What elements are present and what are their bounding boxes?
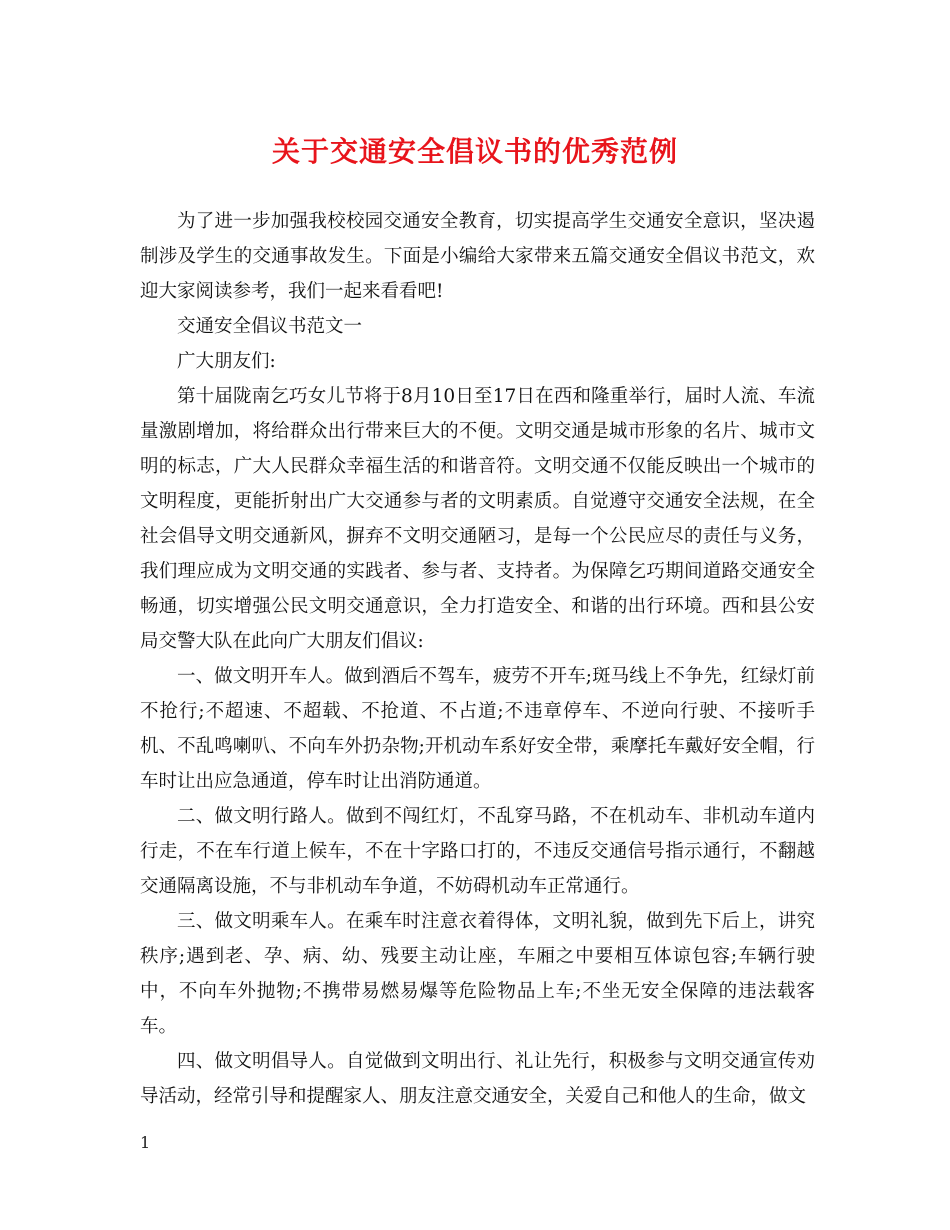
paragraph-main: 第十届陇南乞巧女儿节将于8月10日至17日在西和隆重举行，届时人流、车流量激剧增加，将给群众出行带来巨大的不便。文明交通是城市形象的名片、城市文明的标志，广大人民群众幸福生活的和谐音符。文明交通不仅能反映出一个城市的文明程度，更能折射出广大交通参与者的文明素质。自觉遵守交通安全法规，在全社会倡导文明交通新风，摒弃不文明交通陋习，是每一个公民应尽的责任与义务，我们理应成为文明交通的实践者、参与者、支持者。为保障乞巧期间道路交通安全畅通，切实增强公民文明交通意识，全力打造安全、和谐的出行环境。西和县公安局交警大队在此向广大朋友们倡议: <box>140 386 815 652</box>
page-number: 1 <box>140 1133 151 1152</box>
paragraph-item-3: 三、做文明乘车人。在乘车时注意衣着得体，文明礼貌，做到先下后上，讲究秩序;遇到老、孕、病、幼、残要主动让座，车厢之中要相互体谅包容;车辆行驶中，不向车外抛物;不携带易燃易爆等危险物品上车;不坐无安全保障的违法载客车。 <box>140 911 815 1037</box>
paragraph-section-heading: 交通安全倡议书范文一 <box>177 316 363 337</box>
paragraph-item-4: 四、做文明倡导人。自觉做到文明出行、礼让先行，积极参与文明交通宣传劝导活动，经常引导和提醒家人、朋友注意交通安全，关爱自己和他人的生命，做文 <box>140 1051 815 1107</box>
document-title: 关于交通安全倡议书的优秀范例 <box>271 135 678 168</box>
paragraph-item-2: 二、做文明行路人。做到不闯红灯，不乱穿马路，不在机动车、非机动车道内行走，不在车行道上候车，不在十字路口打的，不违反交通信号指示通行，不翻越交通隔离设施，不与非机动车争道，不妨碍机动车正常通行。 <box>140 806 815 897</box>
paragraph-salutation: 广大朋友们: <box>177 351 276 372</box>
paragraph-intro: 为了进一步加强我校校园交通安全教育，切实提高学生交通安全意识，坚决遏制涉及学生的交通事故发生。下面是小编给大家带来五篇交通安全倡议书范文，欢迎大家阅读参考，我们一起来看看吧! <box>140 211 815 302</box>
paragraph-item-1: 一、做文明开车人。做到酒后不驾车，疲劳不开车;斑马线上不争先，红绿灯前不抢行;不超速、不超载、不抢道、不占道;不违章停车、不逆向行驶、不接听手机、不乱鸣喇叭、不向车外扔杂物;开机动车系好安全带，乘摩托车戴好安全帽，行车时让出应急通道，停车时让出消防通道。 <box>140 666 815 792</box>
document-body <box>140 204 815 1114</box>
